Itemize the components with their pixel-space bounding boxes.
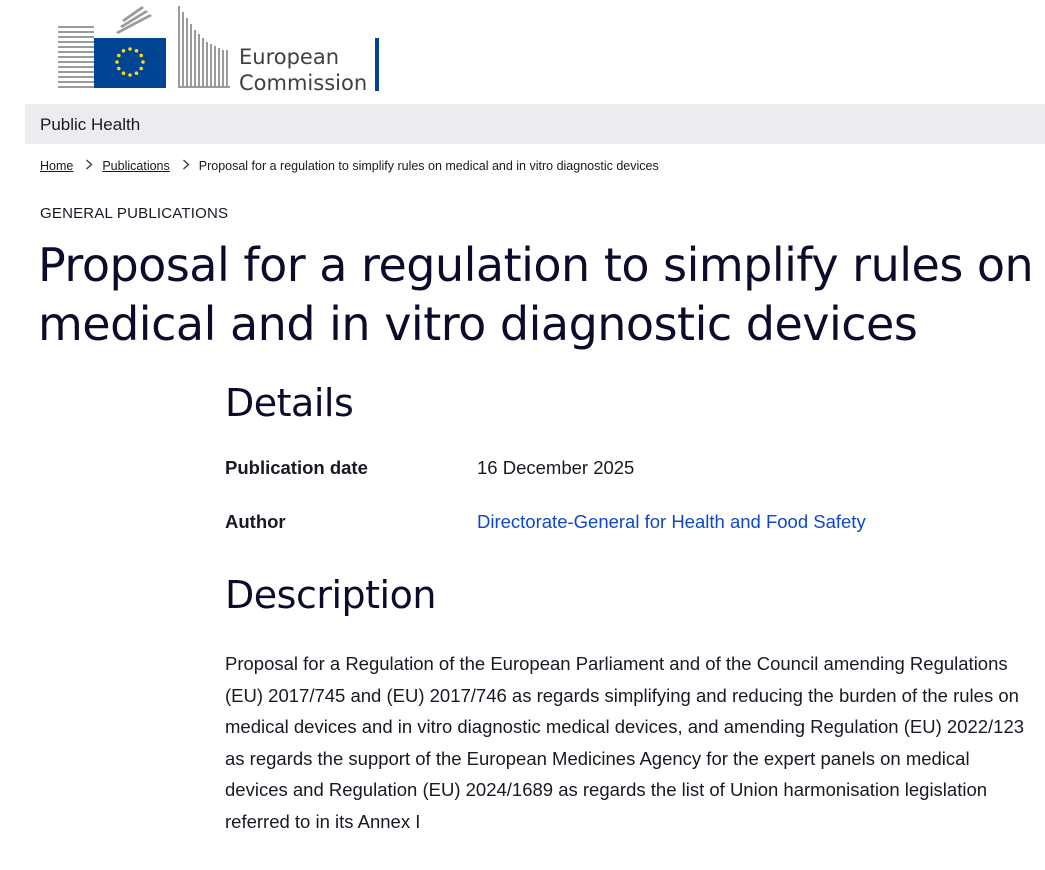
commission-building-icon (56, 4, 236, 96)
logo-line-commission: Commission (239, 71, 368, 95)
description-text: Proposal for a Regulation of the European Parliament and of the Council amending Regulations (EU) 2017/745 and (EU) 2017/746 as regards simplifying and reducing the burden of the rules on medical devices and in vitro diagnostic medical devices, and amending Regulation (EU) 2022/123 as regards the support of the European Medicines Agency for the expert panels on medical devices and Regulation (EU) 2024/1689 as regards the list of Union harmonisation legislation referred to in its Annex I (225, 653, 1025, 832)
logo-text (239, 44, 367, 96)
page-title: Proposal for a regulation to simplify rules on medical and in vitro diagnostic devices (38, 238, 1034, 351)
author-label: Author (225, 511, 286, 532)
publication-date-value: 16 December 2025 (477, 457, 635, 478)
breadcrumb-current: Proposal for a regulation to simplify rules on medical and in vitro diagnostic devices (198, 158, 659, 173)
breadcrumb-publications-link[interactable]: Publications (102, 158, 170, 173)
logo-line-european: European (239, 45, 340, 69)
chevron-right-icon (85, 158, 93, 173)
author-link[interactable]: Directorate-General for Health and Food Safety (477, 511, 866, 532)
author-value (477, 511, 866, 533)
details-heading: Details (225, 381, 354, 425)
site-name-link[interactable]: Public Health (40, 115, 141, 134)
eu-flag (94, 38, 166, 88)
breadcrumb (40, 158, 659, 173)
logo-divider (375, 38, 379, 91)
description-heading: Description (225, 573, 436, 617)
content-type-label: GENERAL PUBLICATIONS (40, 205, 229, 222)
chevron-right-icon (182, 158, 190, 173)
site-name-bar (25, 104, 1045, 144)
publication-date-label: Publication date (225, 457, 368, 478)
european-commission-logo[interactable] (56, 4, 386, 96)
breadcrumb-home-link[interactable]: Home (40, 158, 74, 173)
